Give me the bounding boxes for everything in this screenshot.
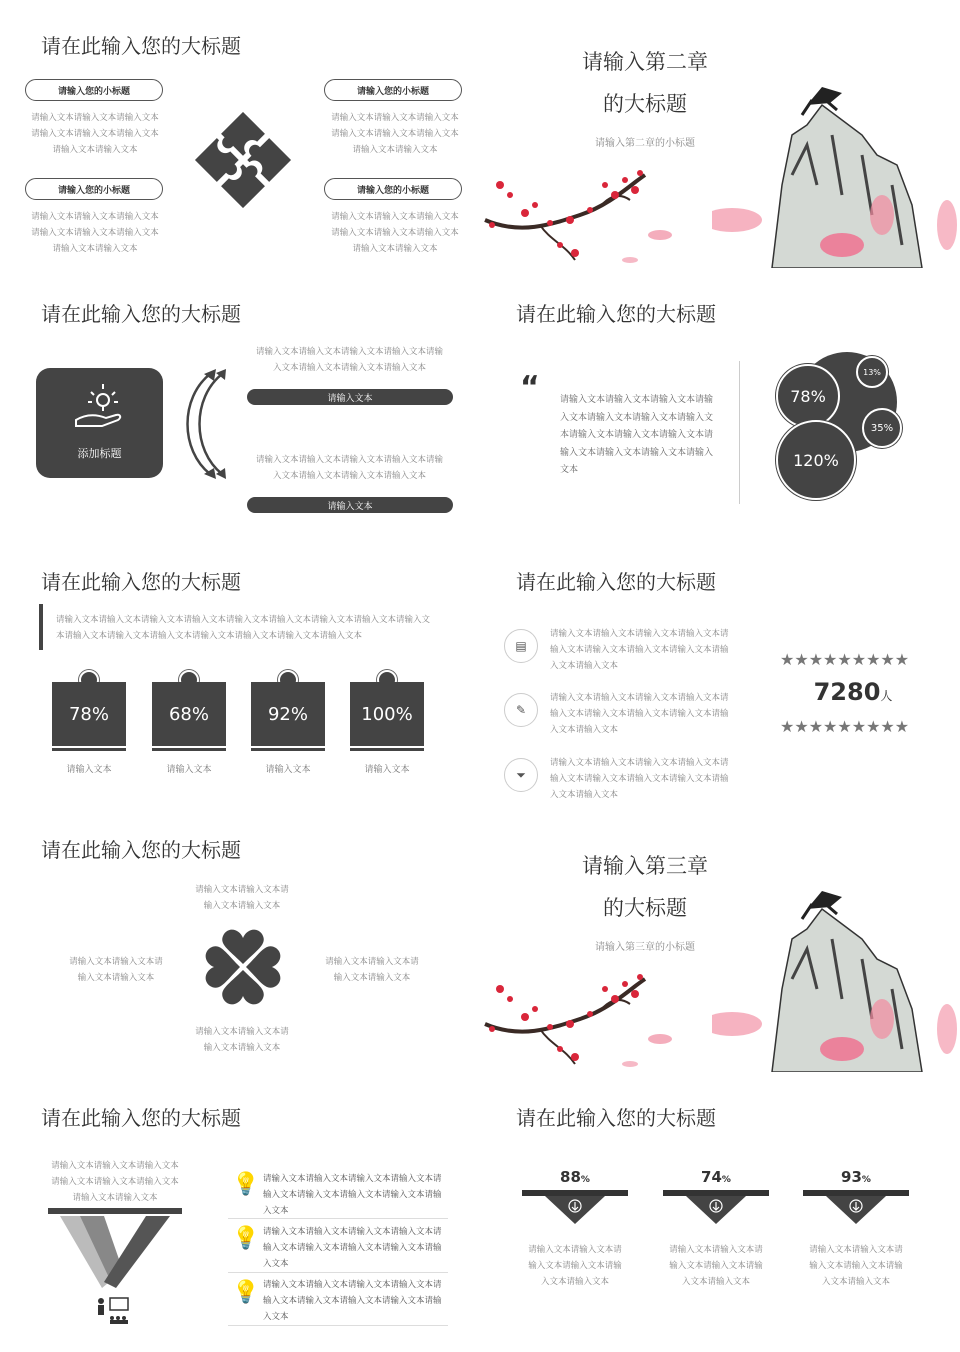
slide-4 [480, 268, 960, 536]
chapter-title: 的大标题 [603, 896, 687, 920]
subtitle-pill: 请输入您的小标题 [324, 178, 462, 200]
row-text: 请输入文本请输入文本请输入文本请输入文本请输入文本请输入文本请输入文本请输入文本请输入文本请输入文本 [550, 693, 729, 735]
metric-text: 请输入文本请输入文本请输入文本请输入文本请输入文本请输入文本 [528, 1245, 622, 1287]
percent-circle: 35% [862, 408, 902, 448]
percent-card [151, 668, 227, 778]
body-text: 请输入文本请输入文本请输入文本请输入文本 [325, 957, 419, 983]
bulb-icon: 💡 [232, 1280, 260, 1305]
metric-value-wrap [801, 1168, 911, 1186]
card-value: 68% [152, 682, 226, 746]
card-base [52, 748, 126, 751]
card-label: 添加标题 [77, 447, 122, 460]
percent-card [349, 668, 425, 778]
card-label: 请输入文本 [66, 765, 112, 775]
text-bar: 请输入文本 [247, 389, 453, 405]
row-divider [228, 1218, 448, 1219]
accent-bar [39, 604, 43, 650]
mountain-painting [712, 879, 960, 1072]
plum-blossom-painting [480, 165, 700, 268]
curved-arrows [170, 368, 230, 480]
percent-card [250, 668, 326, 778]
circle-cluster [760, 348, 940, 508]
slide-title: 请在此输入您的大标题 [516, 302, 716, 326]
row-text: 请输入文本请输入文本请输入文本请输入文本请输入文本请输入文本请输入文本请输入文本请输入文本 [263, 1174, 442, 1216]
row-text: 请输入文本请输入文本请输入文本请输入文本请输入文本请输入文本请输入文本请输入文本请输入文本 [263, 1227, 442, 1269]
slide-2 [480, 0, 960, 268]
quote-mark: “ [520, 370, 540, 405]
body-text: 请输入文本请输入文本请输入文本请输入文本请输入文本请输入文本请输入文本请输入文本 [255, 347, 443, 373]
percent-circle: 120% [776, 420, 856, 500]
slide-title: 请在此输入您的大标题 [41, 570, 241, 594]
card-label: 请输入文本 [166, 765, 212, 775]
metric-value-wrap [661, 1168, 771, 1186]
v-diagram [46, 1208, 184, 1290]
slide-9 [0, 1072, 480, 1340]
metric-item [661, 1168, 771, 1298]
percent-circle: 13% [856, 356, 888, 388]
body-text: 请输入文本请输入文本请输入文本请输入文本请输入文本请输入文本请输入文本请输入文本 [31, 113, 159, 155]
star-row: ★★★★★★★★★ [780, 650, 910, 669]
slide-1 [0, 0, 480, 268]
percent-card [51, 668, 127, 778]
subtitle-pill: 请输入您的小标题 [324, 79, 462, 101]
metric-unit: % [861, 1175, 871, 1185]
chapter-subtitle: 请输入第二章的小标题 [595, 138, 695, 149]
body-text: 请输入文本请输入文本请输入文本请输入文本 [69, 957, 163, 983]
chapter-title: 请输入第二章 [582, 50, 708, 74]
metric-unit: % [721, 1175, 731, 1185]
quote-text: 请输入文本请输入文本请输入文本请输入文本请输入文本请输入文本请输入文本请输入文本请输入文本请输入文本请输入文本请输入文本请输入文本请输入文本 [560, 395, 714, 475]
card-base [251, 748, 325, 751]
card-value: 100% [350, 682, 424, 746]
body-text: 请输入文本请输入文本请输入文本请输入文本 [195, 1027, 289, 1053]
body-text: 请输入文本请输入文本请输入文本请输入文本请输入文本请输入文本请输入文本请输入文本请输入文本请输入文本请输入文本请输入文本请输入文本请输入文本请输入文本请输入文本 [56, 615, 431, 641]
body-text: 请输入文本请输入文本请输入文本请输入文本请输入文本请输入文本请输入文本请输入文本 [331, 113, 459, 155]
slide-6 [480, 536, 960, 804]
body-text: 请输入文本请输入文本请输入文本请输入文本请输入文本请输入文本请输入文本请输入文本 [51, 1161, 179, 1203]
card-value: 78% [52, 682, 126, 746]
down-arrow-icon [545, 1196, 605, 1224]
slide-title: 请在此输入您的大标题 [41, 34, 241, 58]
percent-circle: 78% [776, 364, 840, 428]
row-text: 请输入文本请输入文本请输入文本请输入文本请输入文本请输入文本请输入文本请输入文本请输入文本请输入文本 [550, 758, 729, 800]
down-arrow-icon [826, 1196, 886, 1224]
chapter-title: 请输入第三章 [582, 854, 708, 878]
bulb-icon: 💡 [232, 1172, 260, 1197]
card-label: 请输入文本 [265, 765, 311, 775]
slide-8 [480, 804, 960, 1072]
metric-value-wrap [520, 1168, 630, 1186]
subtitle-pill: 请输入您的小标题 [25, 178, 163, 200]
metric-item [801, 1168, 911, 1298]
divider [739, 361, 740, 504]
card-base [152, 748, 226, 751]
body-text: 请输入文本请输入文本请输入文本请输入文本请输入文本请输入文本请输入文本请输入文本 [31, 212, 159, 254]
star-row: ★★★★★★★★★ [780, 717, 910, 736]
card-value: 92% [251, 682, 325, 746]
body-text: 请输入文本请输入文本请输入文本请输入文本 [195, 885, 289, 911]
body-text: 请输入文本请输入文本请输入文本请输入文本请输入文本请输入文本请输入文本请输入文本 [255, 455, 443, 481]
plum-blossom-painting [480, 969, 700, 1072]
slide-title: 请在此输入您的大标题 [41, 1106, 241, 1130]
count-unit: 人 [880, 689, 893, 703]
count-value: 7280 [813, 678, 881, 706]
count-display [780, 678, 926, 706]
clover-icon [200, 924, 286, 1010]
row-divider [228, 1325, 448, 1326]
metric-text: 请输入文本请输入文本请输入文本请输入文本请输入文本请输入文本 [809, 1245, 903, 1287]
slide-title: 请在此输入您的大标题 [516, 1106, 716, 1130]
chapter-title: 的大标题 [603, 92, 687, 116]
metric-text: 请输入文本请输入文本请输入文本请输入文本请输入文本请输入文本 [669, 1245, 763, 1287]
subtitle-pill: 请输入您的小标题 [25, 79, 163, 101]
metric-item [520, 1168, 630, 1298]
row-text: 请输入文本请输入文本请输入文本请输入文本请输入文本请输入文本请输入文本请输入文本请输入文本 [263, 1280, 442, 1322]
presenter-icon [96, 1296, 132, 1324]
metric-value: 74 [701, 1168, 722, 1186]
document-icon: ▤ [504, 629, 538, 663]
metric-unit: % [580, 1175, 590, 1185]
card-base [350, 748, 424, 751]
chapter-subtitle: 请输入第三章的小标题 [595, 942, 695, 953]
bulb-icon: 💡 [232, 1226, 260, 1251]
down-arrow-icon [686, 1196, 746, 1224]
slide-10 [480, 1072, 960, 1340]
edit-icon: ✎ [504, 693, 538, 727]
slide-title: 请在此输入您的大标题 [41, 838, 241, 862]
metric-value: 93 [841, 1168, 862, 1186]
lightbulb-hand-icon [72, 380, 128, 432]
mountain-painting [712, 75, 960, 268]
feature-card [36, 368, 163, 478]
metric-value: 88 [560, 1168, 581, 1186]
text-bar: 请输入文本 [247, 497, 453, 513]
body-text: 请输入文本请输入文本请输入文本请输入文本请输入文本请输入文本请输入文本请输入文本 [331, 212, 459, 254]
slide-7 [0, 804, 480, 1072]
row-divider [228, 1272, 448, 1273]
puzzle-icon [183, 100, 303, 220]
card-label: 请输入文本 [364, 765, 410, 775]
slide-5 [0, 536, 480, 804]
slide-title: 请在此输入您的大标题 [516, 570, 716, 594]
slide-title: 请在此输入您的大标题 [41, 302, 241, 326]
row-text: 请输入文本请输入文本请输入文本请输入文本请输入文本请输入文本请输入文本请输入文本请输入文本请输入文本 [550, 629, 729, 671]
funnel-icon: ⏷ [504, 758, 538, 792]
slide-3 [0, 268, 480, 536]
